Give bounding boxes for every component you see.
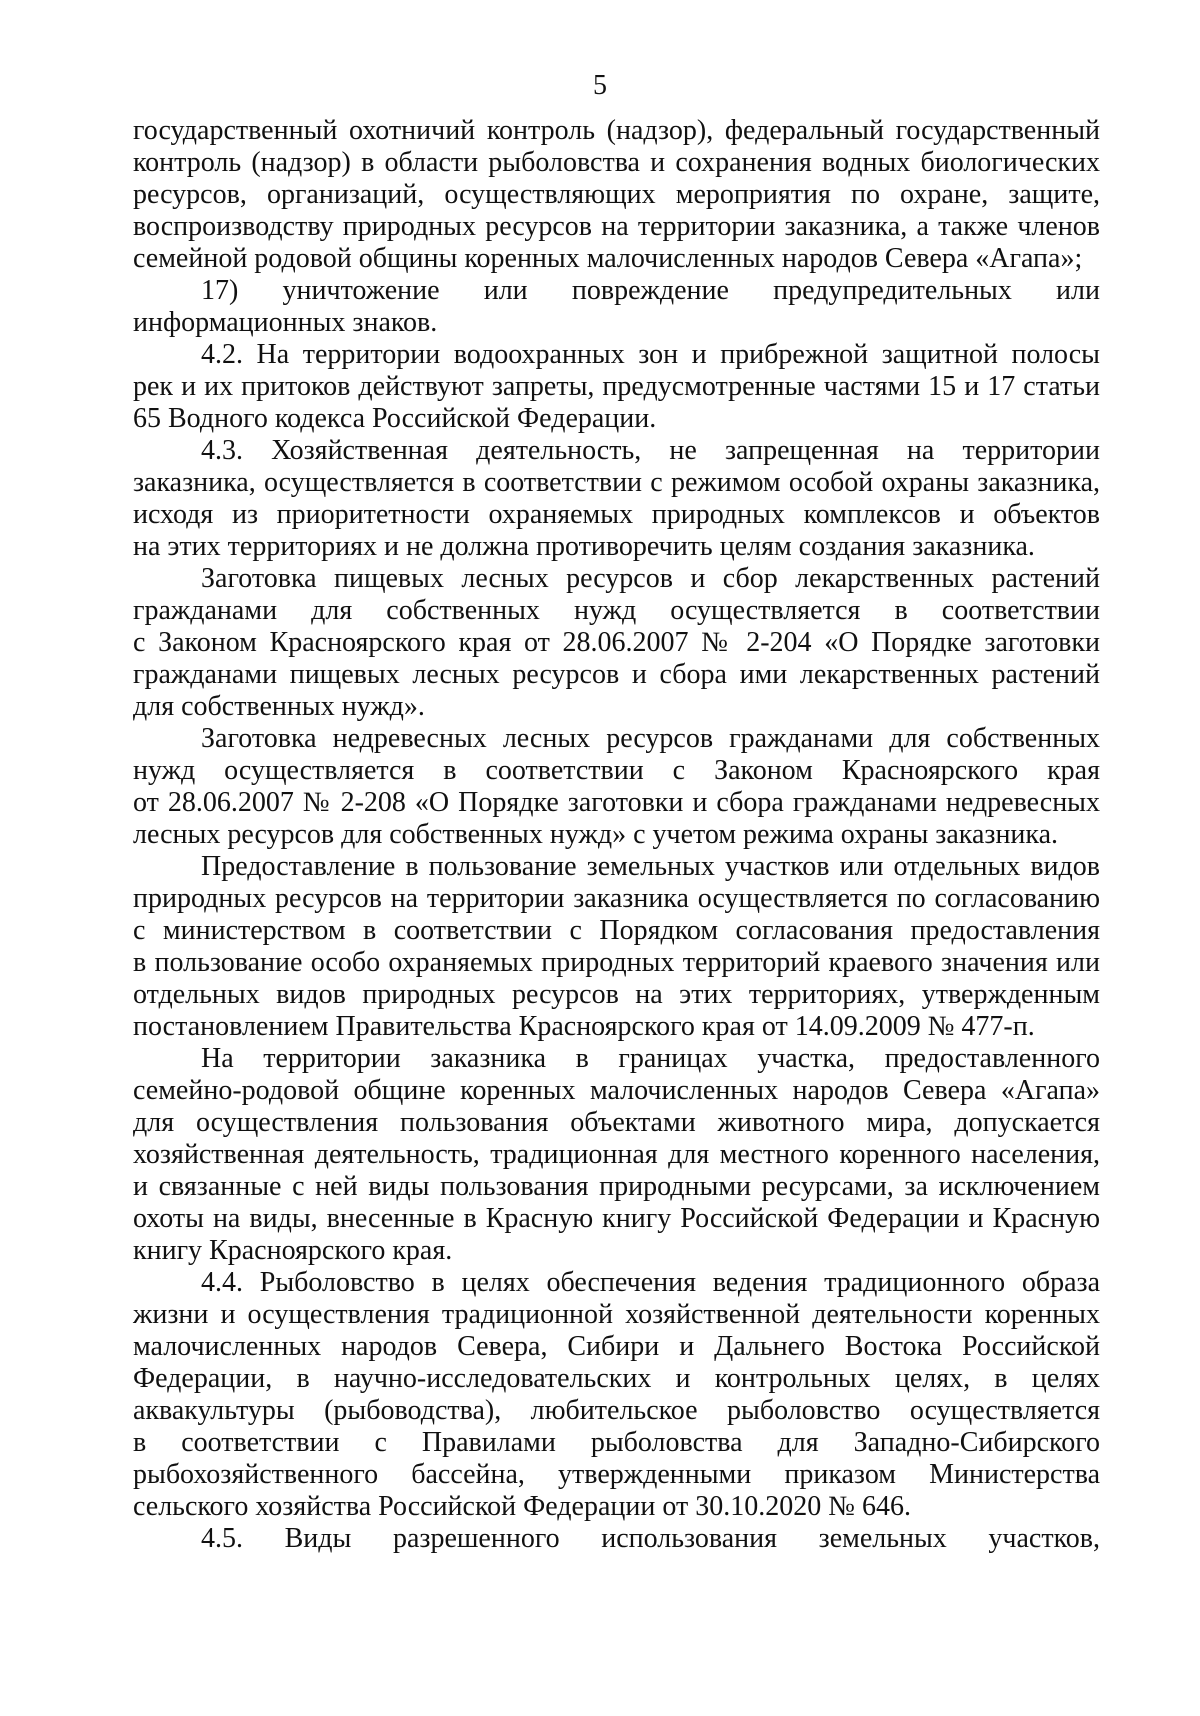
text-line: на этих территориях и не должна противоречить целям создания заказника. bbox=[133, 531, 1035, 562]
text-line: нужд осуществляется в соответствии с Законом Красноярского края bbox=[133, 755, 1100, 786]
text-line: 4.3. Хозяйственная деятельность, не запрещенная на территории bbox=[201, 435, 1100, 466]
text-line: отдельных видов природных ресурсов на этих территориях, утвержденным bbox=[133, 979, 1100, 1010]
text-line: воспроизводству природных ресурсов на территории заказника, а также членов bbox=[133, 211, 1100, 242]
text-line: рек и их притоков действуют запреты, предусмотренные частями 15 и 17 статьи bbox=[133, 371, 1100, 402]
text-line: На территории заказника в границах участка, предоставленного bbox=[201, 1043, 1100, 1074]
text-line: для собственных нужд». bbox=[133, 691, 425, 722]
text-line: 65 Водного кодекса Российской Федерации. bbox=[133, 403, 657, 434]
text-line: книгу Красноярского края. bbox=[133, 1235, 453, 1266]
text-line: гражданами для собственных нужд осуществляется в соответствии bbox=[133, 595, 1100, 626]
text-line: сельского хозяйства Российской Федерации от 30.10.2020 № 646. bbox=[133, 1491, 911, 1522]
text-line: в пользование особо охраняемых природных территорий краевого значения или bbox=[133, 947, 1100, 978]
text-line: 4.2. На территории водоохранных зон и прибрежной защитной полосы bbox=[201, 339, 1100, 370]
text-line: и связанные с ней виды пользования природными ресурсами, за исключением bbox=[133, 1171, 1100, 1202]
text-line: семейной родовой общины коренных малочисленных народов Севера «Агапа»; bbox=[133, 243, 1083, 274]
text-line: для осуществления пользования объектами животного мира, допускается bbox=[133, 1107, 1100, 1138]
text-line: 4.5. Виды разрешенного использования земельных участков, bbox=[201, 1523, 1100, 1554]
text-line: 4.4. Рыболовство в целях обеспечения ведения традиционного образа bbox=[201, 1267, 1100, 1298]
page-number: 5 bbox=[593, 70, 607, 101]
text-line: Заготовка пищевых лесных ресурсов и сбор лекарственных растений bbox=[201, 563, 1100, 594]
text-line: рыбохозяйственного бассейна, утвержденными приказом Министерства bbox=[133, 1459, 1100, 1490]
body-text bbox=[133, 115, 1100, 1555]
text-line: исходя из приоритетности охраняемых природных комплексов и объектов bbox=[133, 499, 1100, 530]
text-line: аквакультуры (рыбоводства), любительское рыболовство осуществляется bbox=[133, 1395, 1100, 1426]
text-line: жизни и осуществления традиционной хозяйственной деятельности коренных bbox=[133, 1299, 1100, 1330]
text-line: Предоставление в пользование земельных участков или отдельных видов bbox=[201, 851, 1100, 882]
text-line: 17) уничтожение или повреждение предупредительных или bbox=[201, 275, 1100, 306]
text-line: с министерством в соответствии с Порядком согласования предоставления bbox=[133, 915, 1100, 946]
text-line: постановлением Правительства Красноярского края от 14.09.2009 № 477-п. bbox=[133, 1011, 1035, 1042]
text-line: с Законом Красноярского края от 28.06.2007 № 2-204 «О Порядке заготовки bbox=[133, 627, 1100, 658]
text-line: в соответствии с Правилами рыболовства для Западно-Сибирского bbox=[133, 1427, 1100, 1458]
text-line: природных ресурсов на территории заказника осуществляется по согласованию bbox=[133, 883, 1100, 914]
text-line: гражданами пищевых лесных ресурсов и сбора ими лекарственных растений bbox=[133, 659, 1100, 690]
text-line: Федерации, в научно-исследовательских и контрольных целях, в целях bbox=[133, 1363, 1100, 1394]
text-line: охоты на виды, внесенные в Красную книгу Российской Федерации и Красную bbox=[133, 1203, 1100, 1234]
text-line: информационных знаков. bbox=[133, 307, 438, 338]
text-line: лесных ресурсов для собственных нужд» с учетом режима охраны заказника. bbox=[133, 819, 1059, 850]
text-line: хозяйственная деятельность, традиционная для местного коренного населения, bbox=[133, 1139, 1100, 1170]
text-line: малочисленных народов Севера, Сибири и Дальнего Востока Российской bbox=[133, 1331, 1100, 1362]
text-line: семейно-родовой общине коренных малочисленных народов Севера «Агапа» bbox=[133, 1075, 1100, 1106]
text-line: ресурсов, организаций, осуществляющих мероприятия по охране, защите, bbox=[133, 179, 1100, 210]
text-line: контроль (надзор) в области рыболовства и сохранения водных биологических bbox=[133, 147, 1100, 178]
text-line: от 28.06.2007 № 2-208 «О Порядке заготовки и сбора гражданами недревесных bbox=[133, 787, 1100, 818]
text-line: Заготовка недревесных лесных ресурсов гражданами для собственных bbox=[201, 723, 1100, 754]
text-line: государственный охотничий контроль (надзор), федеральный государственный bbox=[133, 115, 1100, 146]
text-line: заказника, осуществляется в соответствии с режимом особой охраны заказника, bbox=[133, 467, 1100, 498]
